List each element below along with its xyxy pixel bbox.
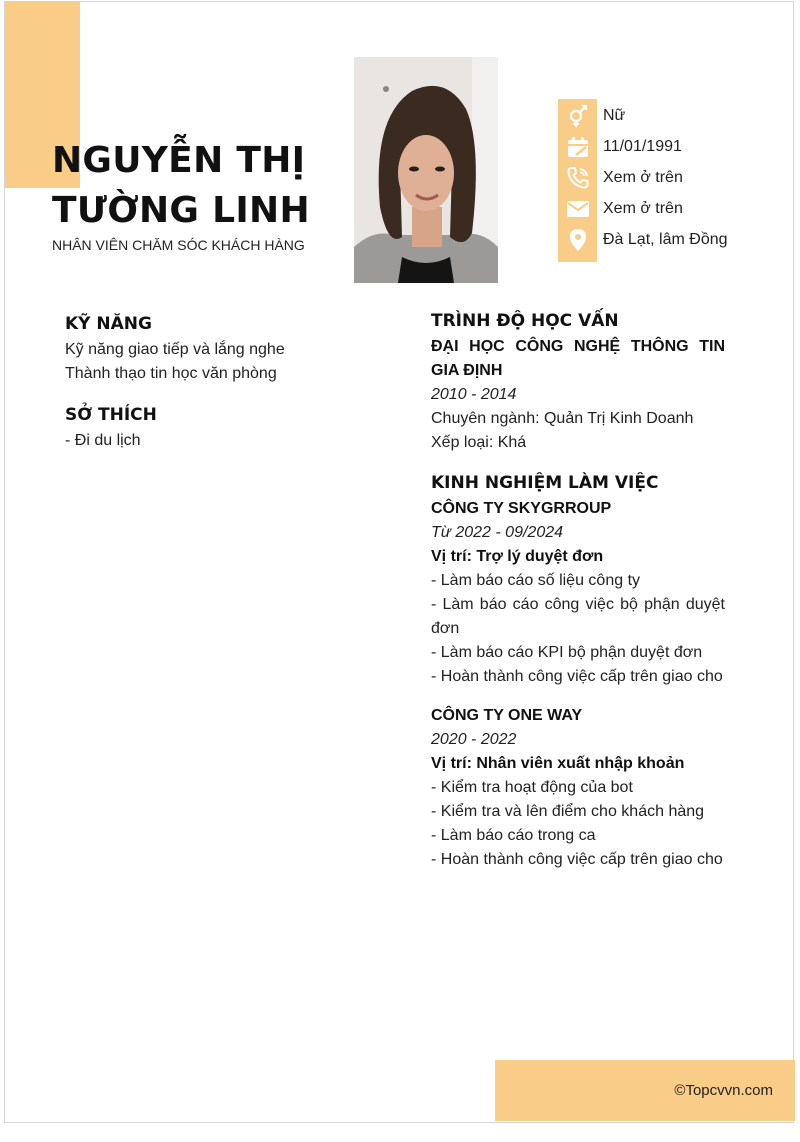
- education-major: Chuyên ngành: Quản Trị Kinh Doanh: [431, 410, 694, 427]
- job-task: - Làm báo cáo số liệu công ty: [431, 572, 641, 589]
- job-task: - Làm báo cáo công việc bộ phận duyệt đơn: [431, 596, 725, 637]
- location-text: Đà Lạt, lâm Đồng: [603, 230, 728, 248]
- job-entry-2: [431, 704, 725, 872]
- job-title: NHÂN VIÊN CHĂM SÓC KHÁCH HÀNG: [52, 237, 305, 253]
- portrait-illustration: [354, 57, 498, 283]
- job-position: Vị trí: Trợ lý duyệt đơn: [431, 548, 604, 565]
- skills-heading: KỸ NĂNG: [65, 314, 152, 334]
- job-entry-1: [431, 497, 725, 689]
- job-task: - Làm báo cáo KPI bộ phận duyệt đơn: [431, 644, 703, 661]
- contact-birthday: [558, 131, 798, 162]
- education-school: ĐẠI HỌC CÔNG NGHỆ THÔNG TIN GIA ĐỊNH: [431, 338, 725, 379]
- name-line-1: NGUYỄN THỊ: [52, 140, 306, 181]
- gender-text: Nữ: [603, 106, 626, 124]
- skill-item: Thành thạo tin học văn phòng: [65, 365, 277, 382]
- job-period: 2020 - 2022: [431, 731, 517, 748]
- job-company: CÔNG TY SKYGRROUP: [431, 500, 612, 517]
- gender-icon: [558, 100, 597, 131]
- skills-list: [65, 338, 365, 386]
- name-line-2: TƯỜNG LINH: [52, 190, 310, 231]
- hobby-item: - Đi du lịch: [65, 432, 141, 449]
- education-heading: TRÌNH ĐỘ HỌC VẤN: [431, 311, 619, 331]
- left-column: [65, 314, 365, 453]
- location-icon: [558, 224, 597, 255]
- education-years: 2010 - 2014: [431, 386, 517, 403]
- education-grade: Xếp loại: Khá: [431, 434, 527, 451]
- contact-email: [558, 193, 798, 224]
- phone-icon: [558, 162, 597, 193]
- experience-heading: KINH NGHIỆM LÀM VIỆC: [431, 473, 659, 493]
- job-task: - Kiểm tra và lên điểm cho khách hàng: [431, 803, 705, 820]
- candidate-name: [52, 136, 352, 236]
- profile-photo: [354, 57, 498, 283]
- contact-location: [558, 224, 798, 255]
- job-task: - Hoàn thành công việc cấp trên giao cho: [431, 851, 723, 868]
- skill-item: Kỹ năng giao tiếp và lắng nghe: [65, 341, 285, 358]
- phone-text: Xem ở trên: [603, 168, 683, 186]
- right-column: [431, 311, 725, 872]
- job-task: - Hoàn thành công việc cấp trên giao cho: [431, 668, 723, 685]
- job-position: Vị trí: Nhân viên xuất nhập khoản: [431, 755, 685, 772]
- hobbies-heading: SỞ THÍCH: [65, 405, 157, 425]
- email-text: Xem ở trên: [603, 199, 683, 217]
- job-task: - Làm báo cáo trong ca: [431, 827, 596, 844]
- job-task: - Kiểm tra hoạt động của bot: [431, 779, 633, 796]
- job-company: CÔNG TY ONE WAY: [431, 707, 583, 724]
- job-period: Từ 2022 - 09/2024: [431, 524, 564, 541]
- calendar-icon: [558, 131, 597, 162]
- birthday-text: 11/01/1991: [603, 137, 682, 155]
- contact-gender: [558, 100, 798, 131]
- footer-copyright: ©Topcvvn.com: [674, 1082, 773, 1099]
- email-icon: [558, 193, 597, 224]
- contact-phone: [558, 162, 798, 193]
